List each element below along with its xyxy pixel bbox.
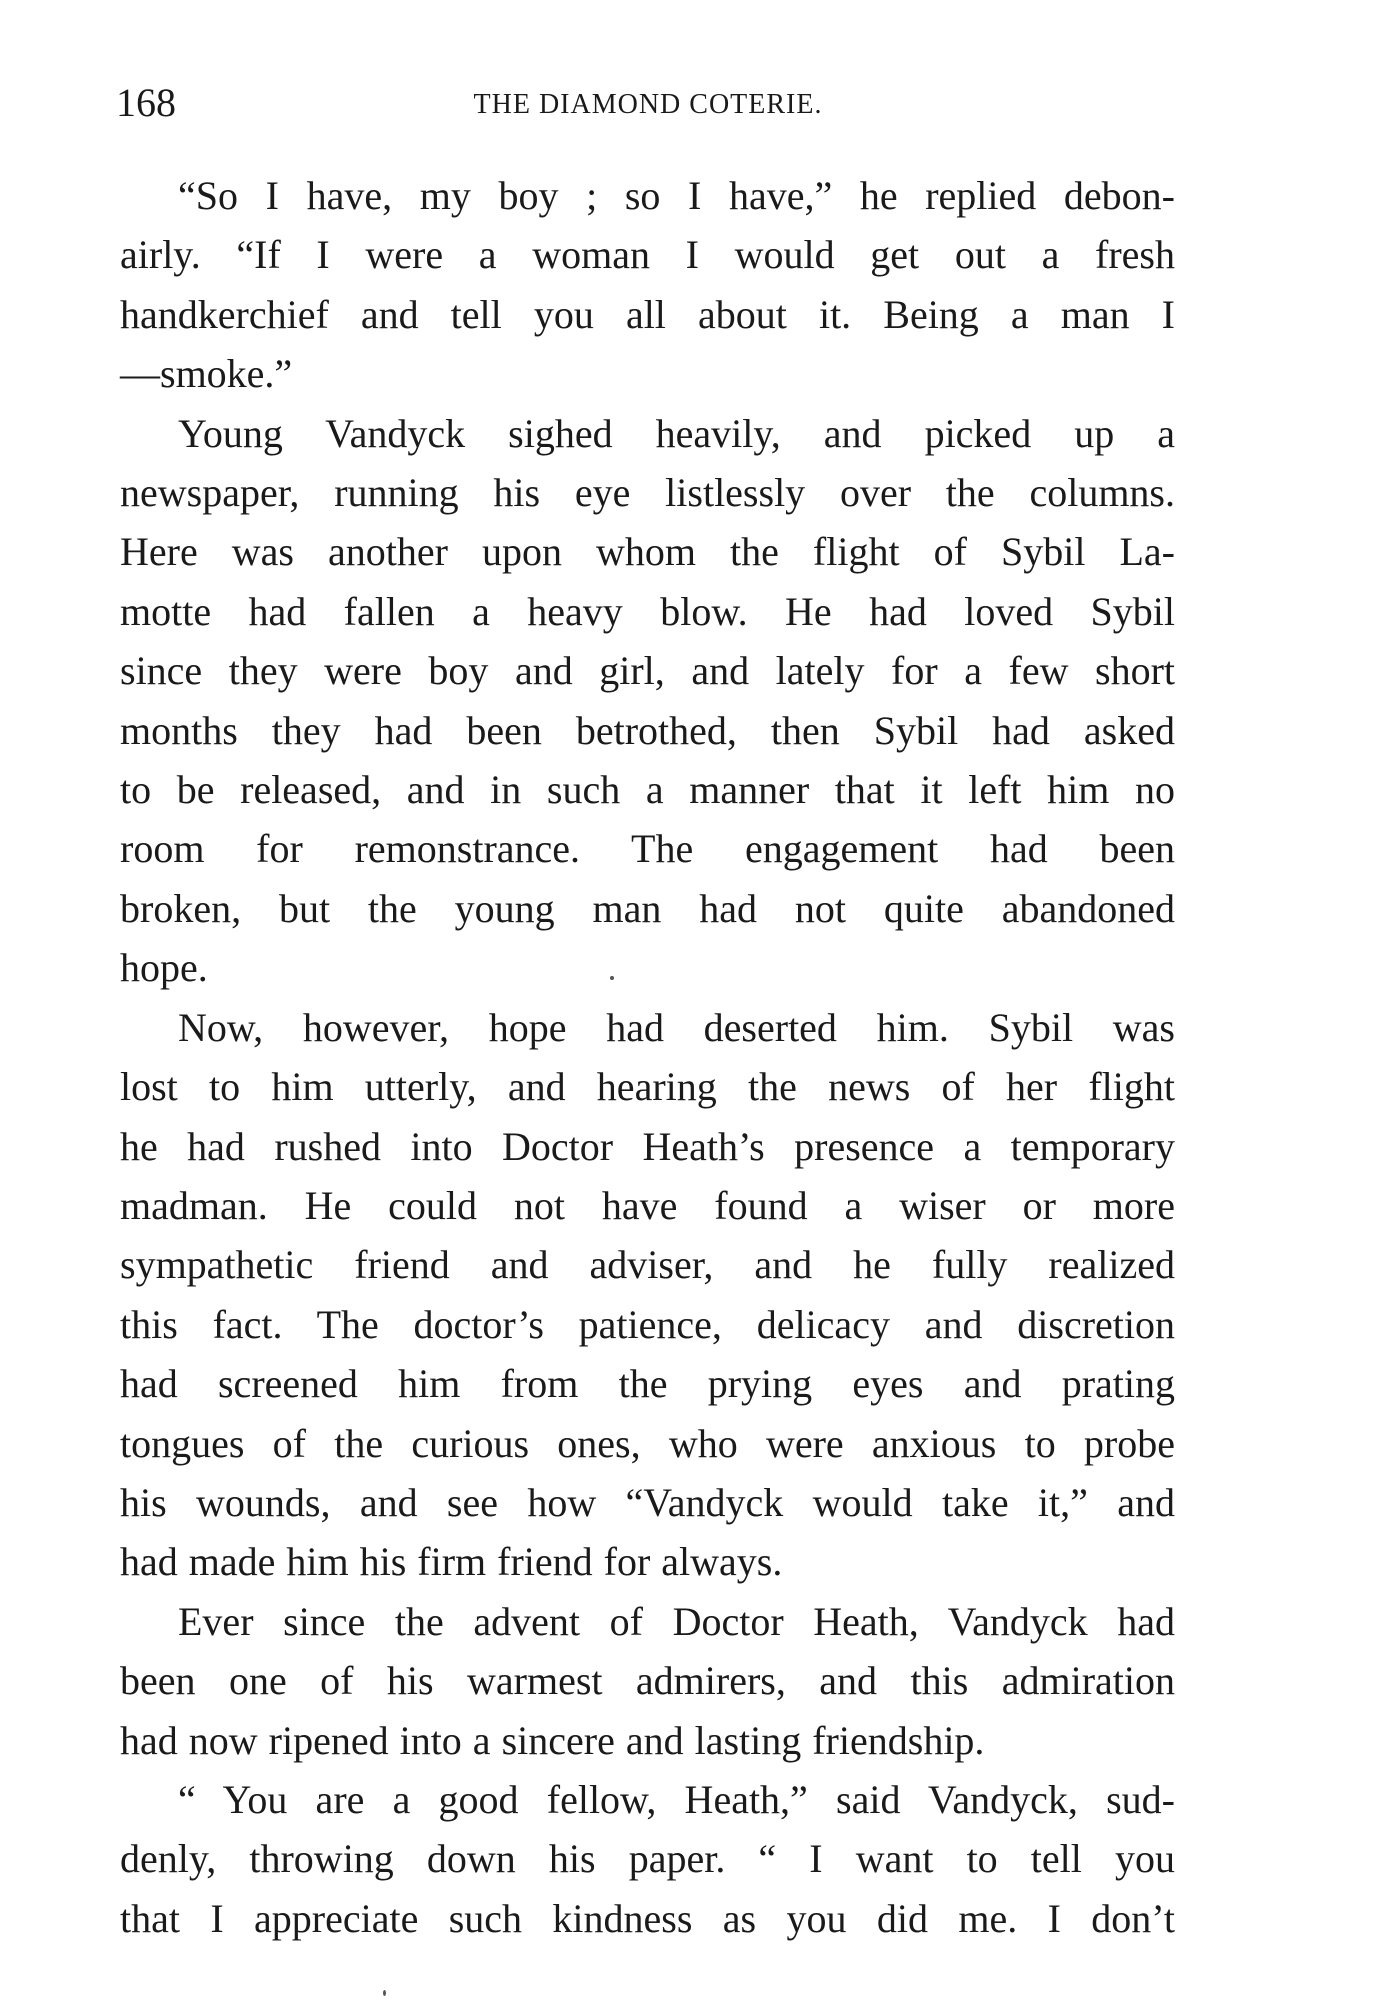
- text-line: “So I have, my boy ; so I have,” he replied debon-: [178, 173, 1175, 218]
- text-line: lost to him utterly, and hearing the news of her flight: [120, 1064, 1175, 1110]
- paragraph-2: [120, 404, 1175, 998]
- text-line: tongues of the curious ones, who were anxious to probe: [120, 1420, 1175, 1466]
- text-line: —smoke.”: [120, 351, 293, 397]
- ink-speck: [610, 976, 614, 980]
- text-line: that I appreciate such kindness as you did me. I don’t: [120, 1895, 1175, 1941]
- text-line: “ You are a good fellow, Heath,” said Vandyck, sud-: [178, 1776, 1175, 1822]
- text-line: he had rushed into Doctor Heath’s presence a temporary: [120, 1123, 1175, 1169]
- text-line: months they had been betrothed, then Sybil had asked: [120, 707, 1175, 753]
- paragraph-4: [120, 1592, 1175, 1770]
- text-line: Now, however, hope had deserted him. Sybil was: [178, 1004, 1175, 1050]
- paragraph-1: [120, 166, 1175, 404]
- text-line: newspaper, running his eye listlessly over the columns.: [120, 470, 1175, 516]
- text-line: had now ripened into a sincere and lasting friendship.: [120, 1717, 985, 1763]
- text-line: airly. “If I were a woman I would get out a fresh: [120, 232, 1175, 278]
- text-line: room for remonstrance. The engagement had been: [120, 826, 1175, 872]
- text-line: Here was another upon whom the flight of Sybil La-: [120, 529, 1175, 575]
- text-line: since they were boy and girl, and lately for a few short: [120, 648, 1175, 694]
- text-line: madman. He could not have found a wiser or more: [120, 1182, 1175, 1228]
- text-line: to be released, and in such a manner that it left him no: [120, 767, 1175, 813]
- running-head: [116, 78, 1180, 128]
- text-line: sympathetic friend and adviser, and he fully realized: [120, 1242, 1175, 1288]
- paragraph-5: [120, 1770, 1175, 1948]
- text-line: had made him his firm friend for always.: [120, 1539, 783, 1585]
- text-line: motte had fallen a heavy blow. He had loved Sybil: [120, 588, 1175, 634]
- ink-speck: [383, 1990, 386, 1996]
- text-line: this fact. The doctor’s patience, delicacy and discretion: [120, 1301, 1175, 1347]
- text-line: his wounds, and see how “Vandyck would take it,” and: [120, 1479, 1175, 1525]
- text-line: been one of his warmest admirers, and this admiration: [120, 1658, 1175, 1704]
- text-line: denly, throwing down his paper. “ I want to tell you: [120, 1836, 1175, 1882]
- paragraph-3: [120, 998, 1175, 1592]
- page-number: 168: [116, 80, 176, 125]
- body-text: [120, 166, 1175, 1948]
- text-line: hope.: [120, 945, 208, 991]
- text-line: handkerchief and tell you all about it. Being a man I: [120, 291, 1175, 337]
- text-line: broken, but the young man had not quite abandoned: [120, 885, 1175, 931]
- text-line: Ever since the advent of Doctor Heath, Vandyck had: [178, 1598, 1175, 1644]
- text-line: Young Vandyck sighed heavily, and picked up a: [178, 410, 1175, 456]
- text-line: had screened him from the prying eyes and prating: [120, 1361, 1175, 1407]
- running-title: THE DIAMOND COTERIE.: [473, 89, 823, 120]
